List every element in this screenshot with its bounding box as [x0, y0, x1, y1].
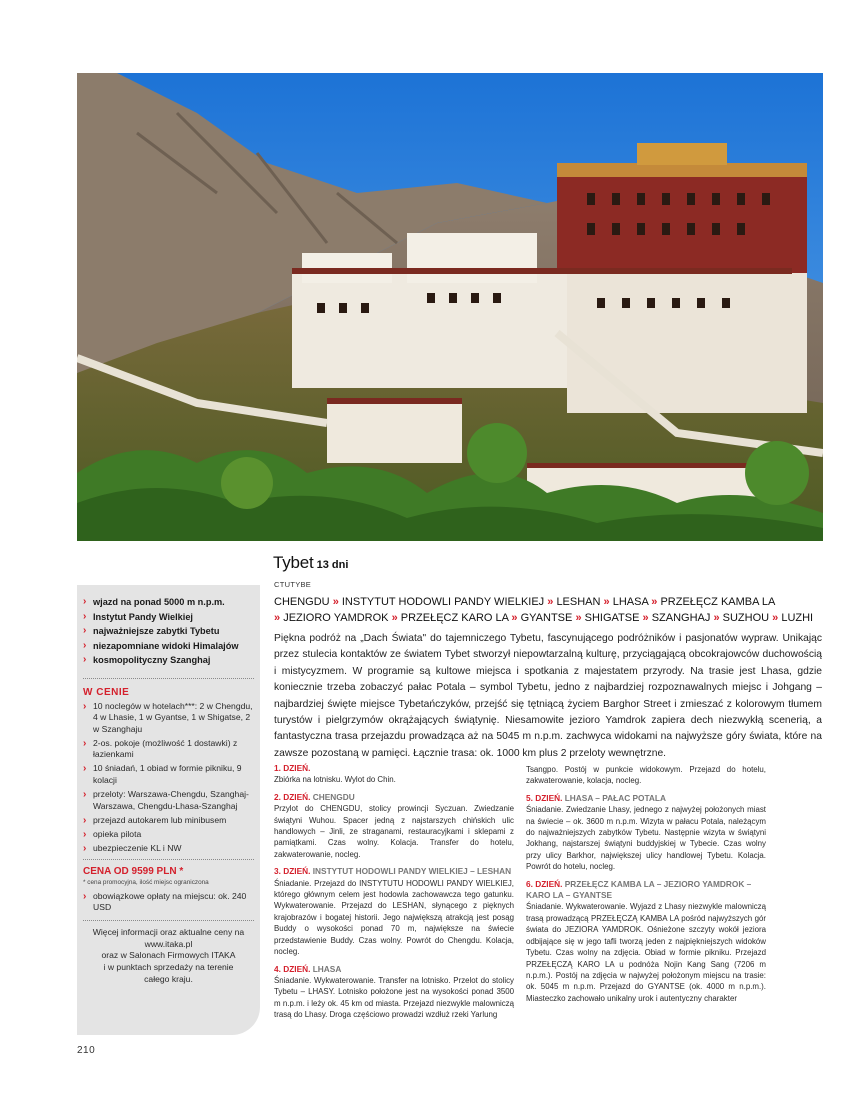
chevron-right-icon: ›: [83, 610, 87, 622]
itinerary-column-right: [526, 764, 766, 1010]
fees-list: [83, 891, 254, 914]
day-text: Śniadanie. Przejazd do INSTYTUTU HODOWLI PANDY WIELKIEJ, którego głównym celem jest hodowla zachowawcza tego gatunku. Wykwaterowanie. Przejazd do LESHAN, słynącego z pięknych krajobrazów i bogatej historii. Jego największą atrakcją jest posąg Buddy o wysokości ponad 70 m, największe na świecie przedstawienie Buddy. Czas wolny. Powrót do Chengdu. Kolacja, nocleg.: [274, 878, 514, 957]
chevron-right-icon: ›: [83, 890, 87, 902]
divider: [83, 678, 254, 679]
highlight-item: › wjazd na ponad 5000 m n.p.m.: [83, 596, 225, 607]
route-separator: »: [332, 596, 339, 608]
route-stop: SZANGHAJ: [651, 612, 711, 624]
route-separator: »: [772, 612, 779, 624]
itinerary-day: [274, 763, 514, 786]
included-list: [83, 701, 254, 855]
route: [274, 594, 822, 626]
day-text: Zbiórka na lotnisku. Wylot do Chin.: [274, 775, 396, 785]
chevron-right-icon: ›: [83, 814, 87, 826]
itinerary-day: [274, 964, 514, 1021]
route-separator: »: [651, 596, 658, 608]
chevron-right-icon: ›: [83, 763, 87, 775]
included-item: › przejazd autokarem lub minibusem: [83, 814, 227, 826]
route-stop: LUZHI: [781, 612, 814, 624]
included-item: › ubezpieczenie KL i NW: [83, 843, 182, 855]
route-separator: »: [642, 612, 649, 624]
page-number: 210: [77, 1045, 96, 1056]
more-info: Więcej informacji oraz aktualne ceny na www.itaka.pl oraz w Salonach Firmowych ITAKA i w punktach sprzedaży na terenie całego kraju.: [83, 927, 254, 986]
day-heading: 1. DZIEŃ.: [274, 763, 311, 773]
itinerary-day: [526, 793, 766, 873]
itinerary-continuation: Tsangpo. Postój w punkcie widokowym. Przejazd do hotelu, zakwaterowanie, kolacja, nocleg.: [526, 765, 766, 786]
route-separator: »: [547, 596, 554, 608]
page-title: Tybet: [273, 553, 314, 572]
itinerary-day: [274, 792, 514, 860]
hero-photo: [77, 73, 823, 541]
chevron-right-icon: ›: [83, 596, 87, 607]
highlight-item: › najważniejsze zabytki Tybetu: [83, 625, 220, 636]
route-stop: SHIGATSE: [584, 612, 640, 624]
highlight-item: › niezapomniane widoki Himalajów: [83, 639, 239, 651]
included-item: › 10 śniadań, 1 obiad w formie pikniku, 9 kolacji: [83, 763, 242, 786]
route-separator: »: [713, 612, 720, 624]
trip-code: CTUTYBE: [274, 580, 312, 589]
intro-paragraph: Piękna podróż na „Dach Świata" do tajemniczego Tybetu, fascynującego podróżników i pasjonatów wypraw. Unikając przez stulecia kontaktów ze światem Tybet stworzył niepowtarzalną kulturę, przyciągającą obcokrajowców duchowością i mistycyzmem. W programie są kultowe miejsca i spotkania z majestatem przyrody. Na trasie jest Lhasa, gdzie koniecznie trzeba zobaczyć pałac Potala – symbol Tybetu, jedno z najbardziej rozpoznawalnych miejsc i Johgang – najbardziej święte miejsce Tybetańczyków, przejść się tętniącą życiem Barghor Street i zmieszać z kolorowym tłumem turystów i pielgrzymów okrążających świątynię. Niesamowite jezioro Yamdrok zapiera dech niezwykłą scenerią, a fantastyczna trasa przejazdu prowadząca aż na 5045 m n.p.m. zachwyca widokami na najwyższe góry świata, które na zawsze pozostaną w pamięci. Łącznie trasa: ok. 1000 km plus 2 przeloty wewnętrzne.: [274, 633, 822, 759]
chevron-right-icon: ›: [83, 625, 87, 636]
route-stop: PRZEŁĘCZ KARO LA: [400, 612, 509, 624]
day-text: Śniadanie. Zwiedzanie Lhasy, jednego z najwyżej położonych miast na świecie – ok. 3600 m n.p.m. Wizyta w pałacu Potala, należącym do najważniejszych zabytków Tybetu. Następnie wizyta w świątyni Jokhang, najstarszej świątyni buddyjskiej w Tybecie. Czas wolny przy ulicy Barkhor, największej ulicy handlowej Tybetu. Kolacja. Powrót do hotelu, nocleg.: [526, 805, 766, 872]
day-text: Śniadanie. Wykwaterowanie. Transfer na lotnisko. Przelot do stolicy Tybetu – LHASY. Lotnisko położone jest na wysokości ponad 3500 m n.p.m. i leży ok. 45 km od miasta. Przejazd niezwykle malowniczą trasą do Lhasy. Droga częściowo prowadzi wzdłuż rzeki Yarlung: [274, 975, 514, 1020]
divider: [83, 859, 254, 860]
included-item: › opieka pilota: [83, 828, 142, 840]
website-link[interactable]: www.itaka.pl: [144, 938, 193, 949]
route-stop: GYANTSE: [520, 612, 573, 624]
route-stop: SUZHOU: [722, 612, 770, 624]
trip-sidebar: [77, 585, 260, 1035]
day-heading: 4. DZIEŃ. LHASA: [274, 963, 342, 974]
route-stop: PRZEŁĘCZ KAMBA LA: [660, 596, 776, 608]
chevron-right-icon: ›: [83, 737, 87, 749]
day-text: Przylot do CHENGDU, stolicy prowincji Syczuan. Zwiedzanie świątyni Wuhou. Spacer jedną z najstarszych chińskich ulic handlowych – Jinli, ze straganami, restauracyjkami i sklepami z pamiątkami. Czas wolny. Kolacja. Transfer do hotelu, zakwaterowanie, nocleg.: [274, 804, 514, 859]
day-heading: 2. DZIEŃ. CHENGDU: [274, 791, 355, 802]
day-text: Śniadanie. Wykwaterowanie. Wyjazd z Lhasy niezwykle malowniczą trasą prowadzącą PRZEŁĘCZĄ KAMBA LA pośród najwyższych gór świata do JEZIORA YAMDROK. Ośnieżone szczyty wokół jeziora odbijające się w jego tafli tworzą jeden z najpiękniejszych widoków Tybetu. Czas wolny na zdjęcia. Obiad w formie pikniku. Przejazd PRZEŁĘCZĄ KARO LA u podnóża Nojin Kang Sang (7206 m n.p.m.). Postój na zdjęcia w najwyżej położonym miejscu na trasie: ok. 5045 m n.p.m. Przejazd do GYANTSE (ok. 4000 m n.p.m.). Miasteczko zachowało unikalny urok i autentyczny charakter: [526, 902, 766, 1003]
potala-palace-photo: [77, 73, 823, 541]
route-separator: »: [575, 612, 582, 624]
chevron-right-icon: ›: [83, 700, 87, 712]
chevron-right-icon: ›: [83, 789, 87, 801]
price-note: * cena promocyjna, ilość miejsc ograniczona: [83, 878, 209, 886]
included-item: › 2-os. pokoje (możliwość 1 dostawki) z łazienkami: [83, 737, 238, 760]
route-stop: CHENGDU: [274, 596, 330, 608]
chevron-right-icon: ›: [83, 843, 87, 855]
chevron-right-icon: ›: [83, 654, 87, 665]
route-stop: JEZIORO YAMDROK: [283, 612, 389, 624]
divider: [83, 920, 254, 921]
price-label: CENA OD 9599 PLN *: [83, 865, 184, 877]
article-header: [273, 553, 348, 573]
route-separator: »: [603, 596, 610, 608]
route-stop: LHASA: [612, 596, 649, 608]
route-stop: INSTYTUT HODOWLI PANDY WIELKIEJ: [341, 596, 545, 608]
highlights-list: [83, 595, 254, 668]
itinerary-day: [526, 879, 766, 1004]
included-heading: W CENIE: [83, 686, 130, 698]
trip-duration: 13 dni: [316, 559, 349, 571]
route-separator: »: [274, 612, 281, 624]
mandatory-fee: › obowiązkowe opłaty na miejscu: ok. 240 USD: [83, 890, 247, 913]
highlight-item: › kosmopolityczny Szanghaj: [83, 654, 211, 665]
itinerary-column-left: [274, 763, 514, 1027]
route-separator: »: [391, 612, 398, 624]
day-heading: 3. DZIEŃ. INSTYTUT HODOWLI PANDY WIELKIEJ – LESHAN: [274, 866, 512, 877]
route-stop: LESHAN: [556, 596, 601, 608]
chevron-right-icon: ›: [83, 828, 87, 840]
day-heading: 6. DZIEŃ. PRZEŁĘCZ KAMBA LA – JEZIORO YAMDROK – KARO LA – GYANTSE: [526, 878, 752, 901]
included-item: › przeloty: Warszawa-Chengdu, Szanghaj-Warszawa, Chengdu-Lhasa-Szanghaj: [83, 789, 249, 811]
chevron-right-icon: ›: [83, 639, 87, 651]
highlight-item: › Instytut Pandy Wielkiej: [83, 610, 193, 622]
route-separator: »: [511, 612, 518, 624]
included-item: › 10 noclegów w hotelach***: 2 w Chengdu, 4 w Lhasie, 1 w Gyantse, 1 w Shigatse, 2 w Szanghaju: [83, 700, 253, 734]
day-heading: 5. DZIEŃ. LHASA – PAŁAC POTALA: [526, 792, 666, 803]
itinerary-day: [274, 866, 514, 957]
